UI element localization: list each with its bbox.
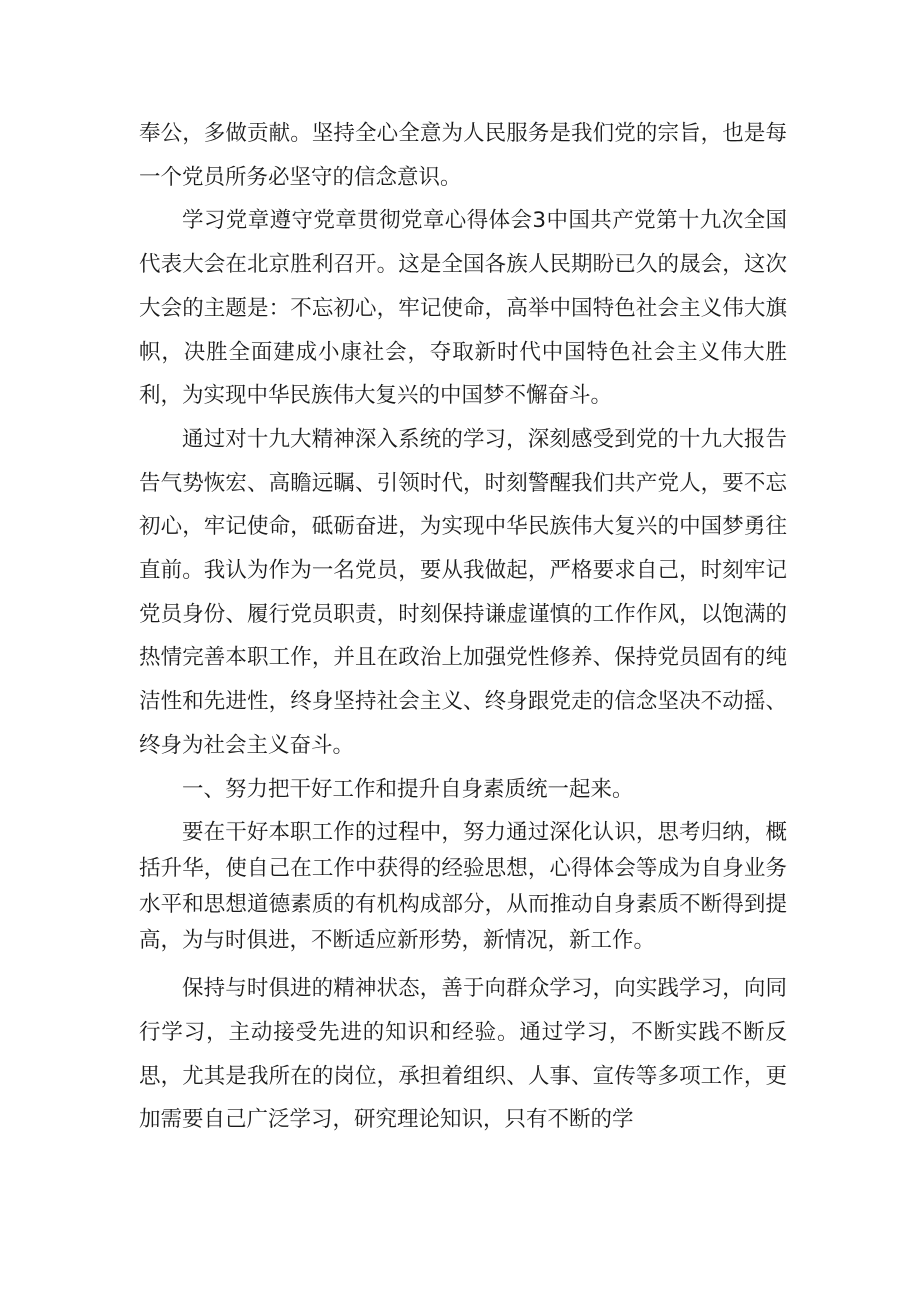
paragraph-keep-pace: 保持与时俱进的精神状态，善于向群众学习，向实践学习，向同行学习，主动接受先进的知识和经验。通过学习，不断实践不断反思，尤其是我所在的岗位，承担着组织、人事、宣传等多项工作，更加需要自己广泛学习，研究理论知识，只有不断的学 [139, 976, 787, 1133]
paragraph-congress-opening: 学习党章遵守党章贯彻党章心得体会3中国共产党第十九次全国代表大会在北京胜利召开。这是全国各族人民期盼已久的晟会，这次大会的主题是：不忘初心，牢记使命，高举中国特色社会主义伟大旗帜，决胜全面建成小康社会，夺取新时代中国特色社会主义伟大胜利，为实现中华民族伟大复兴的中国梦不懈奋斗。 [139, 208, 787, 409]
paragraph-continuation: 奉公，多做贡献。坚持全心全意为人民服务是我们党的宗旨，也是每一个党员所务必坚守的信念意识。 [139, 121, 787, 190]
paragraph-work-improvement: 要在干好本职工作的过程中，努力通过深化认识，思考归纳，概括升华，使自己在工作中获得的经验思想，心得体会等成为自身业务水平和思想道德素质的有机构成部分，从而推动自身素质不断得到提高，为与时俱进，不断适应新形势，新情况，新工作。 [139, 820, 787, 954]
section-heading-one: 一、努力把干好工作和提升自身素质统一起来。 [182, 776, 634, 802]
document-body [139, 112, 787, 1142]
paragraph-study-reflection: 通过对十九大精神深入系统的学习，深刻感受到党的十九大报告告气势恢宏、高瞻远瞩、引领时代，时刻警醒我们共产党人，要不忘初心，牢记使命，砥砺奋进，为实现中华民族伟大复兴的中国梦勇往直前。我认为作为一名党员，要从我做起，严格要求自己，时刻牢记党员身份、履行党员职责，时刻保持谦虚谨慎的工作作风，以饱满的热情完善本职工作，并且在政治上加强党性修养、保持党员固有的纯洁性和先进性，终身坚持社会主义、终身跟党走的信念坚决不动摇、终身为社会主义奋斗。 [139, 426, 787, 758]
